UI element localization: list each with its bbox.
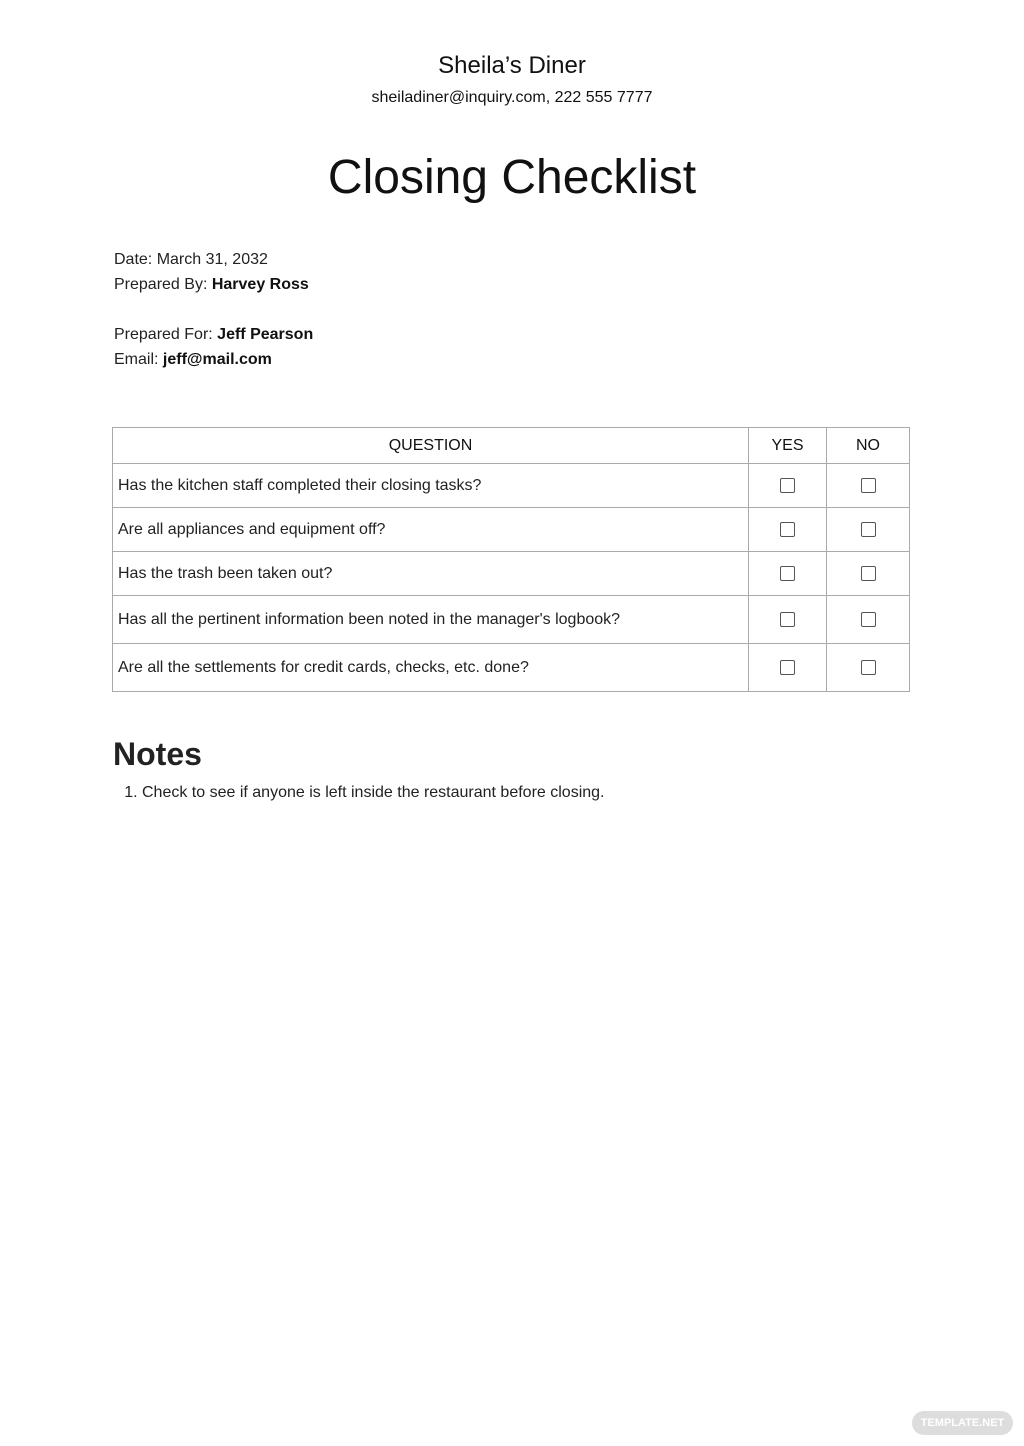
header-yes: YES — [749, 428, 827, 464]
yes-checkbox[interactable] — [780, 566, 795, 581]
email-line — [114, 347, 272, 372]
question-cell: Are all appliances and equipment off? — [113, 508, 749, 552]
notes-list — [142, 784, 604, 802]
prepared-for-value: Jeff Pearson — [217, 326, 314, 343]
table-row — [113, 596, 910, 644]
company-contact: sheiladiner@inquiry.com, 222 555 7777 — [371, 89, 653, 106]
date-line — [114, 247, 268, 272]
checklist-table — [112, 427, 910, 692]
yes-cell — [749, 508, 827, 552]
prepared-by-value: Harvey Ross — [211, 276, 309, 293]
yes-cell — [749, 552, 827, 596]
email-value: jeff@mail.com — [162, 351, 272, 368]
notes-heading: Notes — [113, 736, 202, 772]
no-checkbox[interactable] — [861, 612, 876, 627]
company-name: Sheila’s Diner — [438, 52, 586, 79]
question-cell: Has the kitchen staff completed their closing tasks? — [113, 464, 749, 508]
no-cell — [827, 596, 910, 644]
yes-checkbox[interactable] — [780, 522, 795, 537]
no-cell — [827, 464, 910, 508]
no-checkbox[interactable] — [861, 522, 876, 537]
table-row — [113, 552, 910, 596]
watermark-logo: TEMPLATE.NET — [912, 1411, 1013, 1435]
yes-checkbox[interactable] — [780, 660, 795, 675]
table-row — [113, 644, 910, 692]
question-cell: Are all the settlements for credit cards, checks, etc. done? — [113, 644, 749, 692]
no-cell — [827, 508, 910, 552]
no-checkbox[interactable] — [861, 478, 876, 493]
yes-cell — [749, 596, 827, 644]
header-no: NO — [827, 428, 910, 464]
yes-cell — [749, 464, 827, 508]
no-cell — [827, 644, 910, 692]
prepared-by-label: Prepared By: — [114, 276, 208, 293]
date-value: March 31, 2032 — [156, 251, 268, 268]
no-checkbox[interactable] — [861, 566, 876, 581]
prepared-for-label: Prepared For: — [114, 326, 213, 343]
note-item: 1. Check to see if anyone is left inside the restaurant before closing. — [142, 784, 604, 802]
header-question: QUESTION — [113, 428, 749, 464]
table-row — [113, 508, 910, 552]
yes-checkbox[interactable] — [780, 478, 795, 493]
yes-cell — [749, 644, 827, 692]
table-row — [113, 464, 910, 508]
no-checkbox[interactable] — [861, 660, 876, 675]
prepared-by-line — [114, 272, 309, 297]
yes-checkbox[interactable] — [780, 612, 795, 627]
no-cell — [827, 552, 910, 596]
question-cell: Has the trash been taken out? — [113, 552, 749, 596]
page-title: Closing Checklist — [327, 151, 697, 204]
question-cell: Has all the pertinent information been noted in the manager's logbook? — [113, 596, 749, 644]
email-label: Email: — [114, 351, 159, 368]
date-label: Date: — [114, 251, 153, 268]
prepared-for-line — [114, 322, 313, 347]
